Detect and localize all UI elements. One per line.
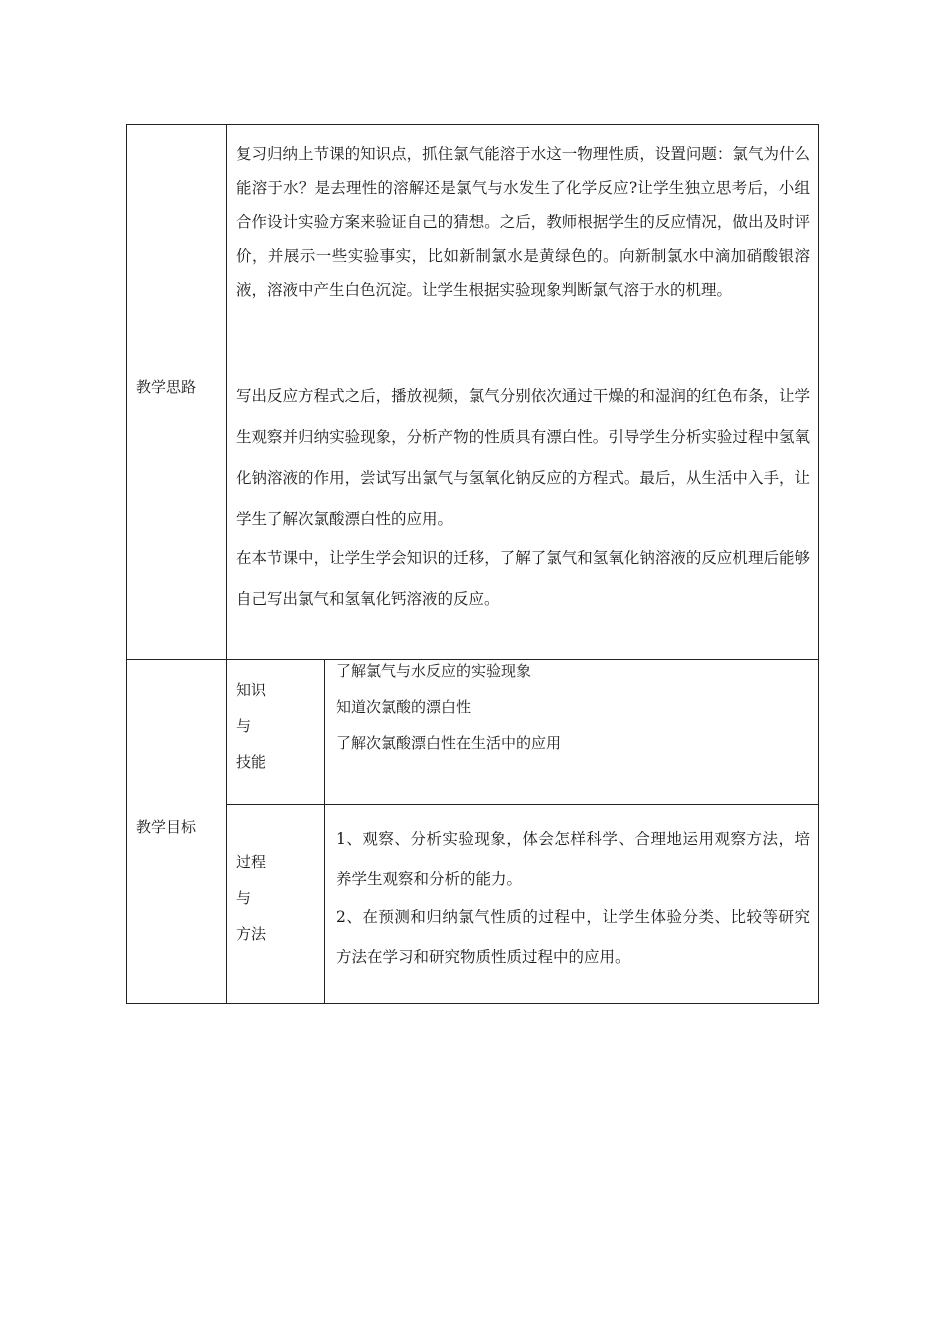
approach-paragraph-3: 在本节课中，让学生学会知识的迁移，了解了氯气和氢氧化钠溶液的反应机理后能够自己写出氯气和氢氧化钙溶液的反应。 [236,549,810,608]
knowledge-label-line: 知识 [236,681,267,699]
process-item-2: 2、在预测和归纳氯气性质的过程中，让学生体验分类、比较等研究方法在学习和研究物质性质过程中的应用。 [336,908,810,966]
approach-paragraph-2: 写出反应方程式之后，播放视频，氯气分别依次通过干燥的和湿润的红色布条，让学生观察并归纳实验现象，分析产物的性质具有漂白性。引导学生分析实验过程中氢氧化钠溶液的作用，尝试写出氯气与氢氧化钠反应的方程式。最后，从生活中入手，让学生了解次氯酸漂白性的应用。 [236,387,810,528]
process-label-line: 过程 [236,853,267,871]
column-divider-1 [226,124,227,1004]
process-item-1: 1、观察、分析实验现象，体会怎样科学、合理地运用观察方法，培养学生观察和分析的能力。 [336,830,810,888]
knowledge-skills-label [236,672,266,780]
knowledge-item: 了解氯气与水反应的实验现象 [336,662,532,680]
teaching-goals-label: 教学目标 [136,818,197,836]
column-divider-2 [324,659,325,1004]
knowledge-label-line: 与 [236,717,252,735]
knowledge-item: 了解次氯酸漂白性在生活中的应用 [336,734,562,752]
subrow-divider [226,804,819,805]
process-label-line: 与 [236,889,252,907]
knowledge-label-line: 技能 [236,753,267,771]
process-label-line: 方法 [236,925,267,943]
approach-paragraph-1: 复习归纳上节课的知识点，抓住氯气能溶于水这一物理性质，设置问题：氯气为什么能溶于水？是去理性的溶解还是氯气与水发生了化学反应?让学生独立思考后，小组合作设计实验方案来验证自己的猜想。之后，教师根据学生的反应情况，做出及时评价，并展示一些实验事实，比如新制氯水是黄绿色的。向新制氯水中滴加硝酸银溶液，溶液中产生白色沉淀。让学生根据实验现象判断氯气溶于水的机理。 [236,145,810,299]
knowledge-items [336,653,810,761]
process-method-label [236,844,266,952]
knowledge-item: 知道次氯酸的漂白性 [336,698,472,716]
teaching-approach-label: 教学思路 [136,378,197,396]
